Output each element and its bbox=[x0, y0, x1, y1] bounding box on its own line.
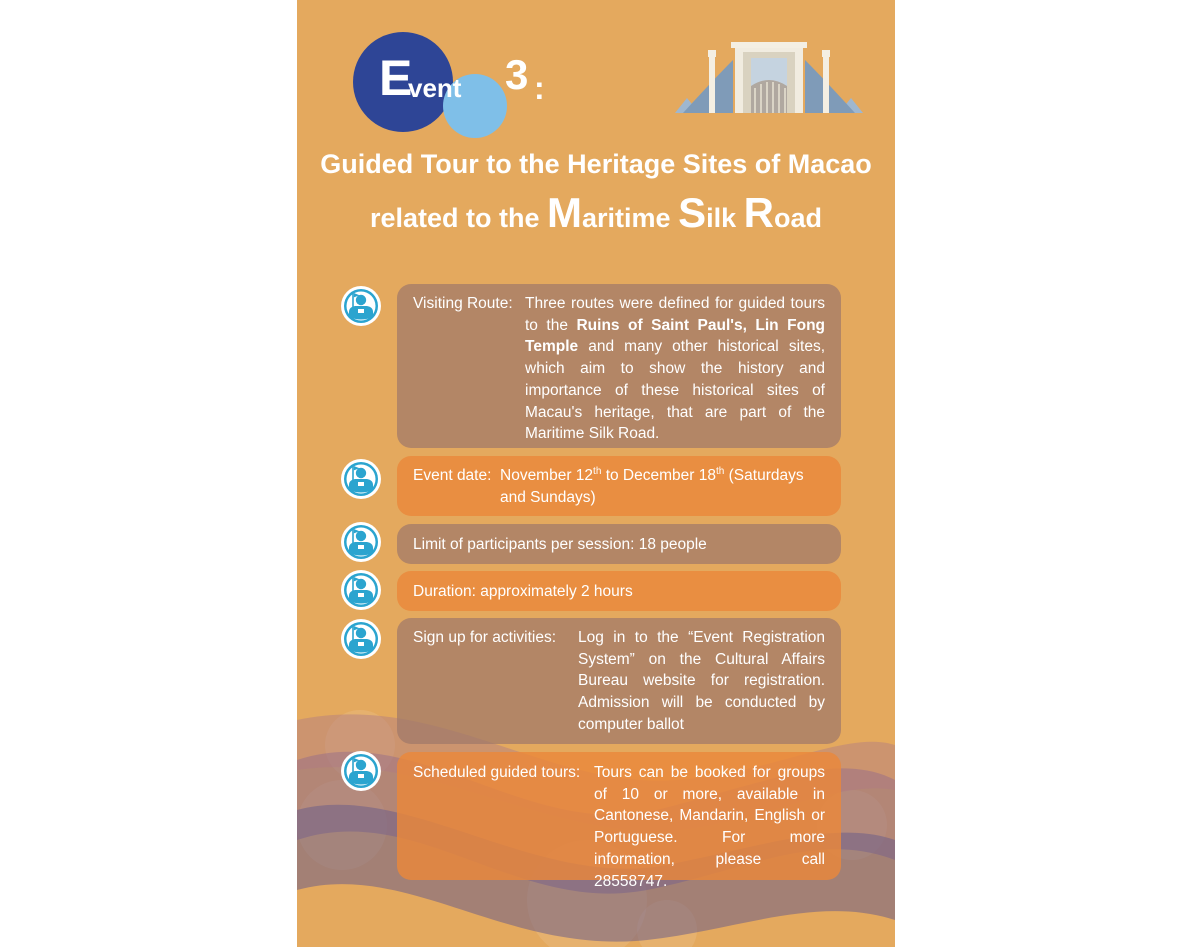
event-date-label: Event date: bbox=[413, 467, 492, 484]
title-cap-r: R bbox=[743, 189, 774, 236]
sign-up-label: Sign up for activities: bbox=[413, 629, 557, 646]
title-cap-s: S bbox=[678, 189, 707, 236]
scheduled-tours-label: Scheduled guided tours: bbox=[413, 764, 581, 781]
sign-up-text: Log in to the “Event Registration System” on the Cultural Affairs Bureau website for registration. Admission will be conducted by computer ballot bbox=[578, 629, 825, 733]
tour-guide-flag-icon bbox=[340, 521, 382, 563]
tour-guide-flag-icon bbox=[340, 569, 382, 611]
event-date-days: (Saturdays and Sundays) bbox=[500, 467, 804, 506]
event-number-badge bbox=[353, 32, 553, 142]
route-text-part-2: and many other historical sites, which aim to show the history and importance of these historical sites of Macau's heritage, that are part of the Maritime Silk Road. bbox=[525, 338, 825, 443]
title-cap-m: M bbox=[547, 189, 583, 236]
event-date-start-suffix: th bbox=[593, 465, 602, 477]
tour-guide-flag-icon bbox=[340, 458, 382, 500]
title-line-2 bbox=[297, 188, 895, 243]
sign-up-box bbox=[397, 618, 841, 744]
title-line-1: Guided Tour to the Heritage Sites of Macao bbox=[320, 149, 872, 179]
visiting-route-text bbox=[525, 293, 825, 445]
event-colon: : bbox=[534, 70, 545, 106]
visiting-route-box bbox=[397, 284, 841, 448]
participant-limit-box bbox=[397, 524, 841, 564]
event-word: vent bbox=[408, 73, 462, 103]
visiting-route-label: Visiting Route: bbox=[413, 295, 513, 312]
heritage-gate-icon bbox=[675, 38, 863, 118]
duration-box bbox=[397, 571, 841, 611]
event-date-text bbox=[500, 465, 826, 508]
title-word-ilk: ilk bbox=[706, 203, 737, 233]
duration-text: Duration: approximately 2 hours bbox=[413, 583, 633, 600]
event-letter: E bbox=[379, 50, 413, 106]
route-text-part-1: Three routes were defined for guided tours to the bbox=[525, 295, 825, 334]
title-word-aritime: aritime bbox=[582, 203, 671, 233]
event-poster bbox=[297, 0, 895, 947]
title-word-oad: oad bbox=[774, 203, 823, 233]
scheduled-tours-box bbox=[397, 752, 841, 890]
scheduled-tours-text: Tours can be booked for groups of 10 or more, available in Cantonese, Mandarin, English or Portuguese. For more information, please call 28558747. bbox=[594, 764, 825, 890]
tour-guide-flag-icon bbox=[340, 618, 382, 660]
event-number: 3 bbox=[505, 51, 529, 98]
event-date-start: November 12 bbox=[500, 467, 594, 484]
participant-limit-text: Limit of participants per session: 18 people bbox=[413, 536, 707, 553]
tour-guide-flag-icon bbox=[340, 285, 382, 327]
event-date-box bbox=[397, 456, 841, 516]
route-sites-bold: Ruins of Saint Paul's, Lin Fong Temple bbox=[525, 316, 826, 356]
event-date-end-suffix: th bbox=[715, 465, 725, 477]
title-prefix: related to the bbox=[369, 203, 540, 233]
tour-guide-flag-icon bbox=[340, 750, 382, 792]
event-date-end: to December 18 bbox=[605, 467, 716, 484]
